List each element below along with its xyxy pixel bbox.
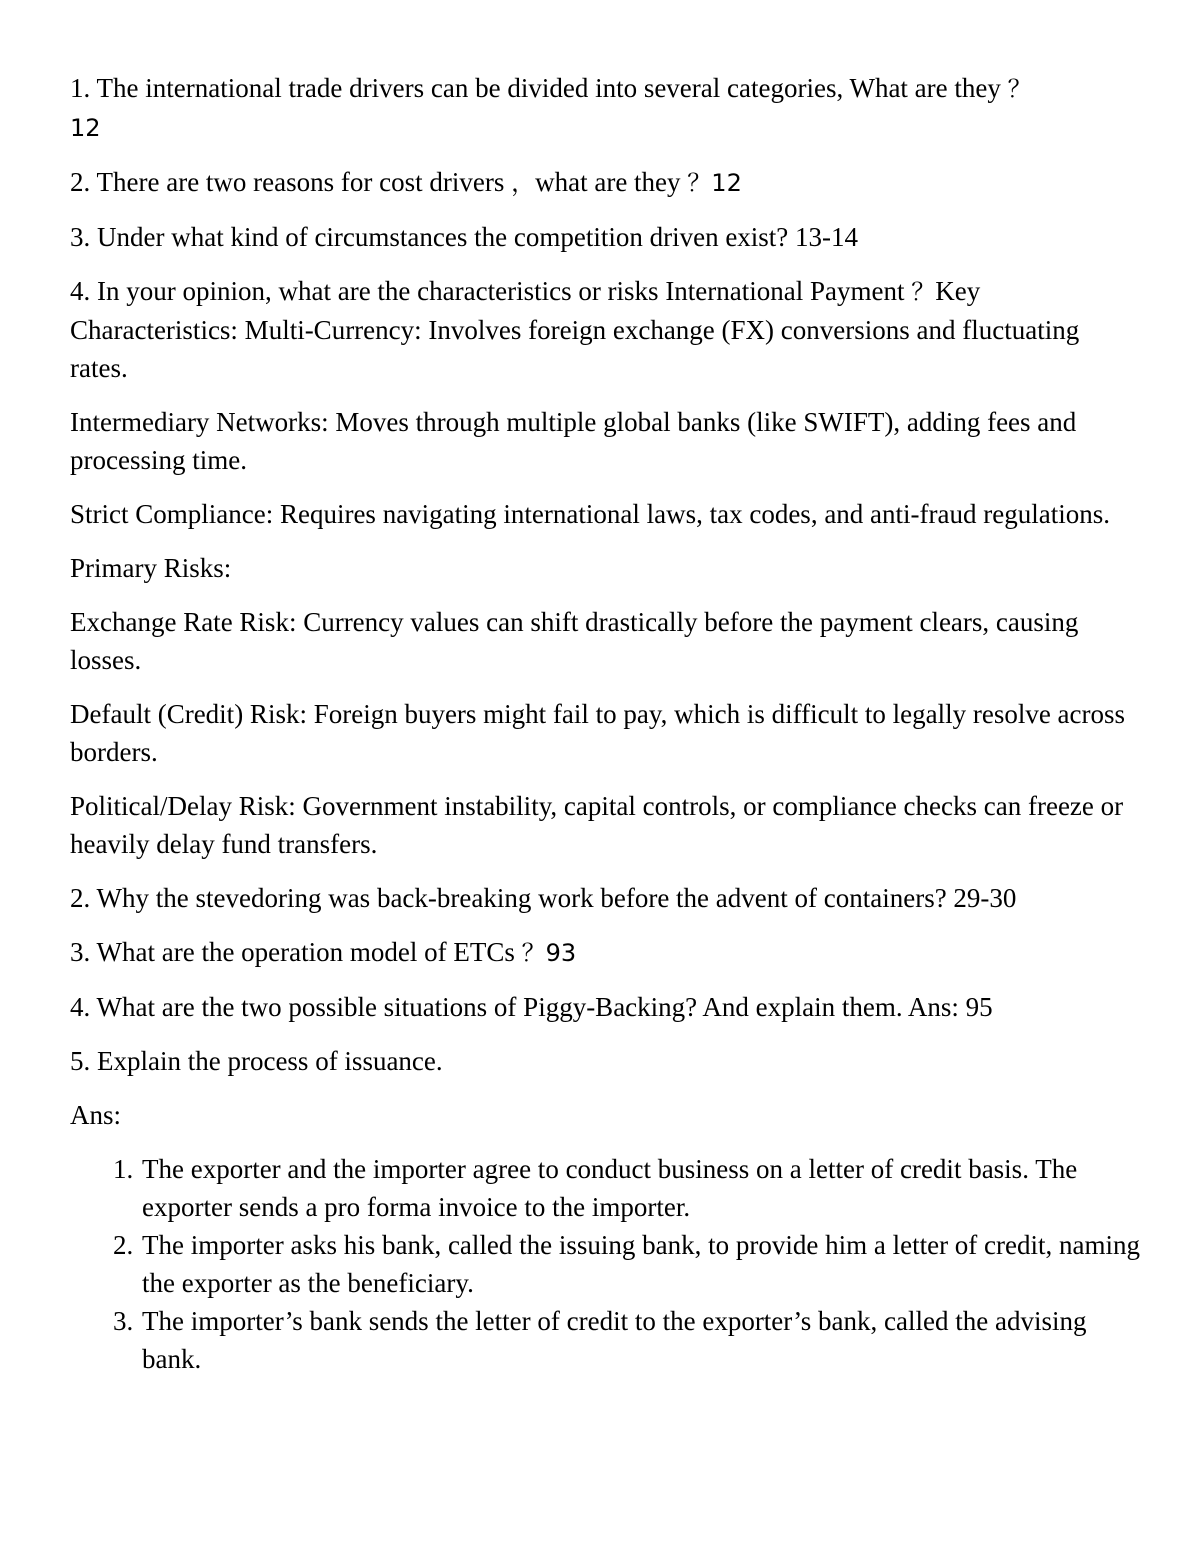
- question-2-text: 2. There are two reasons for cost drivers: [70, 167, 505, 197]
- question-etcs: [70, 933, 1140, 972]
- risk-default: Default (Credit) Risk: Foreign buyers might fail to pay, which is difficult to legally resolve across borders.: [70, 699, 1126, 767]
- question-etcs-mark: ？: [521, 939, 546, 967]
- question-issuance: [70, 1042, 1140, 1080]
- question-1-page-ref: 12: [70, 114, 101, 142]
- question-2-mark: ？: [687, 169, 712, 197]
- question-stevedoring: [70, 879, 1140, 917]
- characteristic-compliance: Strict Compliance: Requires navigating international laws, tax codes, and anti-fraud regulations.: [70, 499, 1110, 529]
- answer-step: 1. The exporter and the importer agree to conduct business on a letter of credit basis. The exporter sends a pro forma invoice to the importer.: [140, 1150, 1140, 1226]
- risks-heading: Primary Risks:: [70, 553, 232, 583]
- question-etcs-text: 3. What are the operation model of ETCs: [70, 937, 515, 967]
- question-2-text-2: what are they: [535, 167, 681, 197]
- document-page: [70, 69, 1140, 1378]
- answer-steps-list: [70, 1150, 1140, 1378]
- question-etcs-page-ref: 93: [545, 939, 577, 967]
- characteristic-intermediary: Intermediary Networks: Moves through multiple global banks (like SWIFT), adding fees and processing time.: [70, 407, 1077, 475]
- question-1-text: 1. The international trade drivers can be divided into several categories, What are they: [70, 73, 1001, 103]
- question-2-comma: ，: [511, 169, 536, 197]
- question-4-mark: ？: [911, 278, 936, 306]
- answer-label: Ans:: [70, 1100, 122, 1130]
- answer-step: 3. The importer’s bank sends the letter of credit to the exporter’s bank, called the advising bank.: [140, 1302, 1140, 1378]
- question-issuance-text: 5. Explain the process of issuance.: [70, 1046, 443, 1076]
- answer-step: 2. The importer asks his bank, called the issuing bank, to provide him a letter of credit, naming the exporter as the beneficiary.: [140, 1226, 1140, 1302]
- question-piggy-backing-text: 4. What are the two possible situations of Piggy-Backing? And explain them. Ans: 95: [70, 992, 993, 1022]
- question-piggy-backing: [70, 988, 1140, 1026]
- question-3-text: 3. Under what kind of circumstances the competition driven exist? 13-14: [70, 222, 859, 252]
- question-stevedoring-text: 2. Why the stevedoring was back-breaking work before the advent of containers? 29-30: [70, 883, 1017, 913]
- question-2-page-ref: 12: [711, 169, 742, 197]
- question-4-text-2: Key Characteristics: Multi-Currency: Involves foreign exchange (FX) conversions and fluctuating rates.: [70, 276, 1080, 383]
- risk-exchange-rate: Exchange Rate Risk: Currency values can shift drastically before the payment clears, causing losses.: [70, 607, 1079, 675]
- question-1: [70, 69, 1140, 147]
- risk-political: Political/Delay Risk: Government instability, capital controls, or compliance checks can freeze or heavily delay fund transfers.: [70, 791, 1124, 859]
- question-4: [70, 272, 1140, 387]
- question-3: [70, 218, 1140, 256]
- question-4-text: 4. In your opinion, what are the characteristics or risks International Payment: [70, 276, 905, 306]
- question-1-mark: ？: [1007, 75, 1032, 103]
- question-2: [70, 163, 1140, 202]
